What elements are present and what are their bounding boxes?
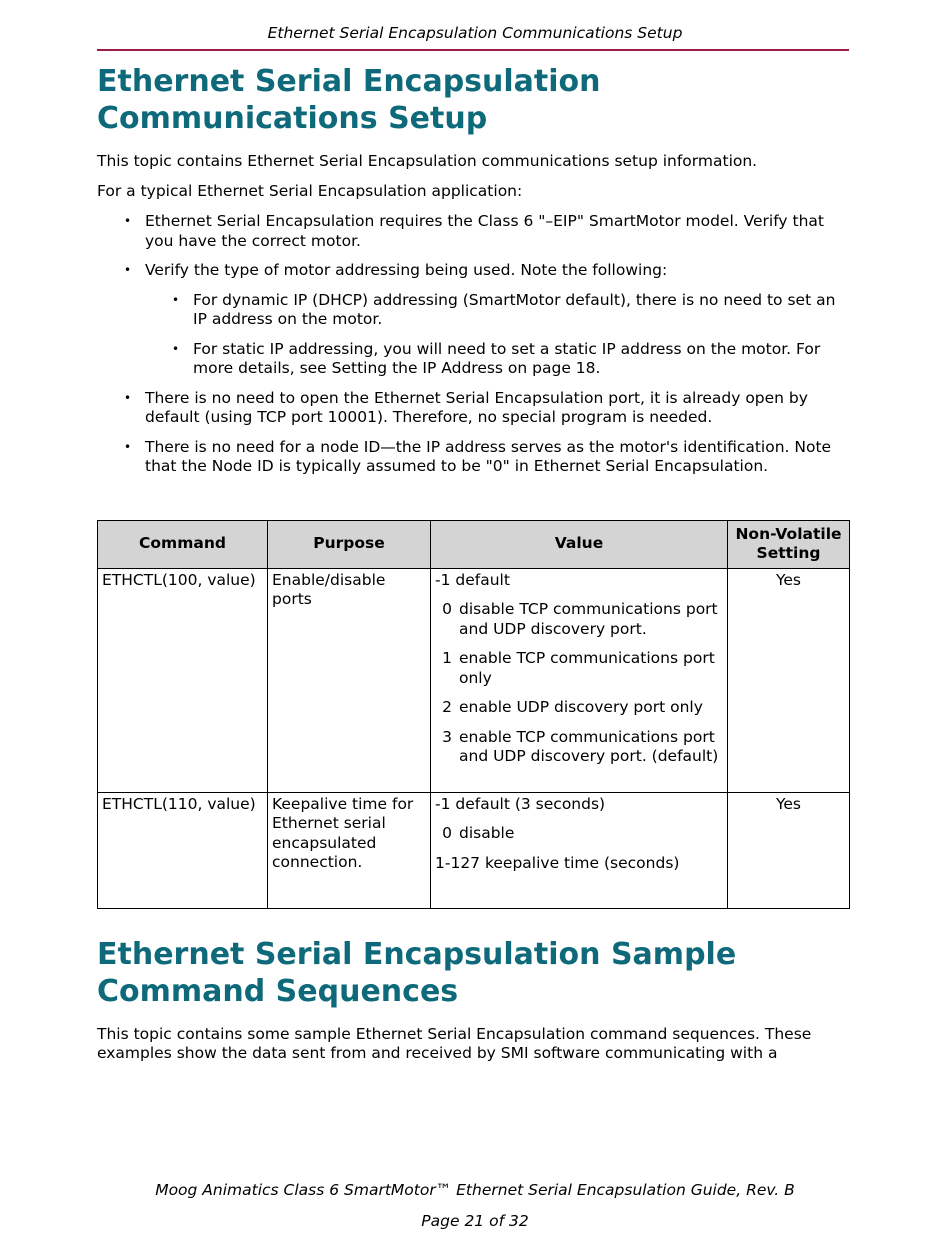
bullet-text: There is no need for a node ID—the IP address serves as the motor's identification. Note that the Node ID is typically assumed to be "0" in Ethernet Serial Encapsulation.: [145, 437, 832, 475]
table-row: [98, 568, 850, 792]
value-cell: [431, 568, 728, 792]
value-description: disable: [459, 824, 515, 842]
bullet-text: Verify the type of motor addressing being used. Note the following:: [145, 261, 668, 279]
value-description: enable UDP discovery port only: [459, 698, 703, 716]
table-row: [98, 792, 850, 908]
list-item: [145, 389, 849, 428]
bullet-text: Ethernet Serial Encapsulation requires the Class 6 "–EIP" SmartMotor model. Verify that you have the correct motor.: [145, 212, 824, 250]
footer-document-title: Moog Animatics Class 6 SmartMotor™ Ethernet Serial Encapsulation Guide, Rev. B: [155, 1181, 795, 1199]
section-title-line1: Ethernet Serial Encapsulation Sample: [97, 936, 737, 972]
value-number: 3: [442, 727, 452, 746]
footer-page-number: Page 21 of 32: [421, 1212, 529, 1230]
purpose-cell: Keepalive time for Ethernet serial encapsulated connection.: [268, 792, 431, 908]
header-rule: [97, 49, 849, 51]
section-title-line1: Ethernet Serial Encapsulation: [97, 64, 601, 99]
column-header-command: Command: [98, 520, 268, 568]
list-item: [193, 340, 849, 379]
page-content: [97, 63, 849, 1063]
section-title-line2: Command Sequences: [97, 973, 459, 1009]
value-option: [435, 728, 723, 767]
list-item: [145, 438, 849, 477]
column-header-purpose: Purpose: [268, 520, 431, 568]
nonvolatile-cell: Yes: [728, 568, 850, 792]
bullet-text: For dynamic IP (DHCP) addressing (SmartMotor default), there is no need to set an IP address on the motor.: [193, 290, 836, 328]
column-header-nonvolatile: Non-Volatile Setting: [728, 520, 850, 568]
value-number: 0: [442, 824, 452, 842]
value-option: [435, 649, 723, 688]
value-description: enable TCP communications port and UDP discovery port. (default): [459, 727, 719, 765]
section-title-setup: [97, 63, 849, 137]
table-header-row: [98, 520, 850, 568]
ethctl-command-table: [97, 520, 850, 909]
command-cell: ETHCTL(110, value): [98, 792, 268, 908]
bullet-text: For static IP addressing, you will need to set a static IP address on the motor. For more details, see Setting the IP Address on page 18.: [193, 339, 821, 377]
addressing-sub-list: [145, 291, 849, 379]
list-item: [145, 212, 849, 251]
value-option: [435, 600, 723, 639]
value-default: -1 default: [435, 570, 510, 589]
sample-intro-paragraph: This topic contains some sample Ethernet Serial Encapsulation command sequences. These examples show the data sent from and received by SMI software communicating with a: [97, 1024, 812, 1062]
purpose-cell: Enable/disable ports: [268, 568, 431, 792]
section-title-line2: Communications Setup: [97, 101, 488, 136]
value-description: enable TCP communications port only: [459, 649, 715, 687]
value-default: -1 default (3 seconds): [435, 794, 606, 813]
value-option: [435, 824, 723, 844]
value-cell: [431, 792, 728, 908]
value-number: 0: [442, 600, 452, 618]
setup-bullet-list: [97, 212, 849, 477]
list-item: [145, 261, 849, 379]
nonvolatile-cell: Yes: [728, 792, 850, 908]
running-header: Ethernet Serial Encapsulation Communications Setup: [267, 24, 683, 42]
value-range: 1-127 keepalive time (seconds): [435, 853, 680, 872]
value-description: disable TCP communications port and UDP discovery port.: [459, 600, 718, 638]
column-header-value: Value: [431, 520, 728, 568]
value-number: 1: [442, 649, 452, 667]
command-cell: ETHCTL(100, value): [98, 568, 268, 792]
section-title-sample-sequences: [97, 936, 849, 1010]
list-item: [193, 291, 849, 330]
lead-paragraph: For a typical Ethernet Serial Encapsulation application:: [97, 182, 523, 200]
value-option: [435, 698, 723, 718]
bullet-text: There is no need to open the Ethernet Serial Encapsulation port, it is already open by default (using TCP port 10001). Therefore, no special program is needed.: [145, 388, 808, 426]
value-number: 2: [442, 698, 452, 716]
intro-paragraph: This topic contains Ethernet Serial Encapsulation communications setup information.: [97, 152, 758, 170]
